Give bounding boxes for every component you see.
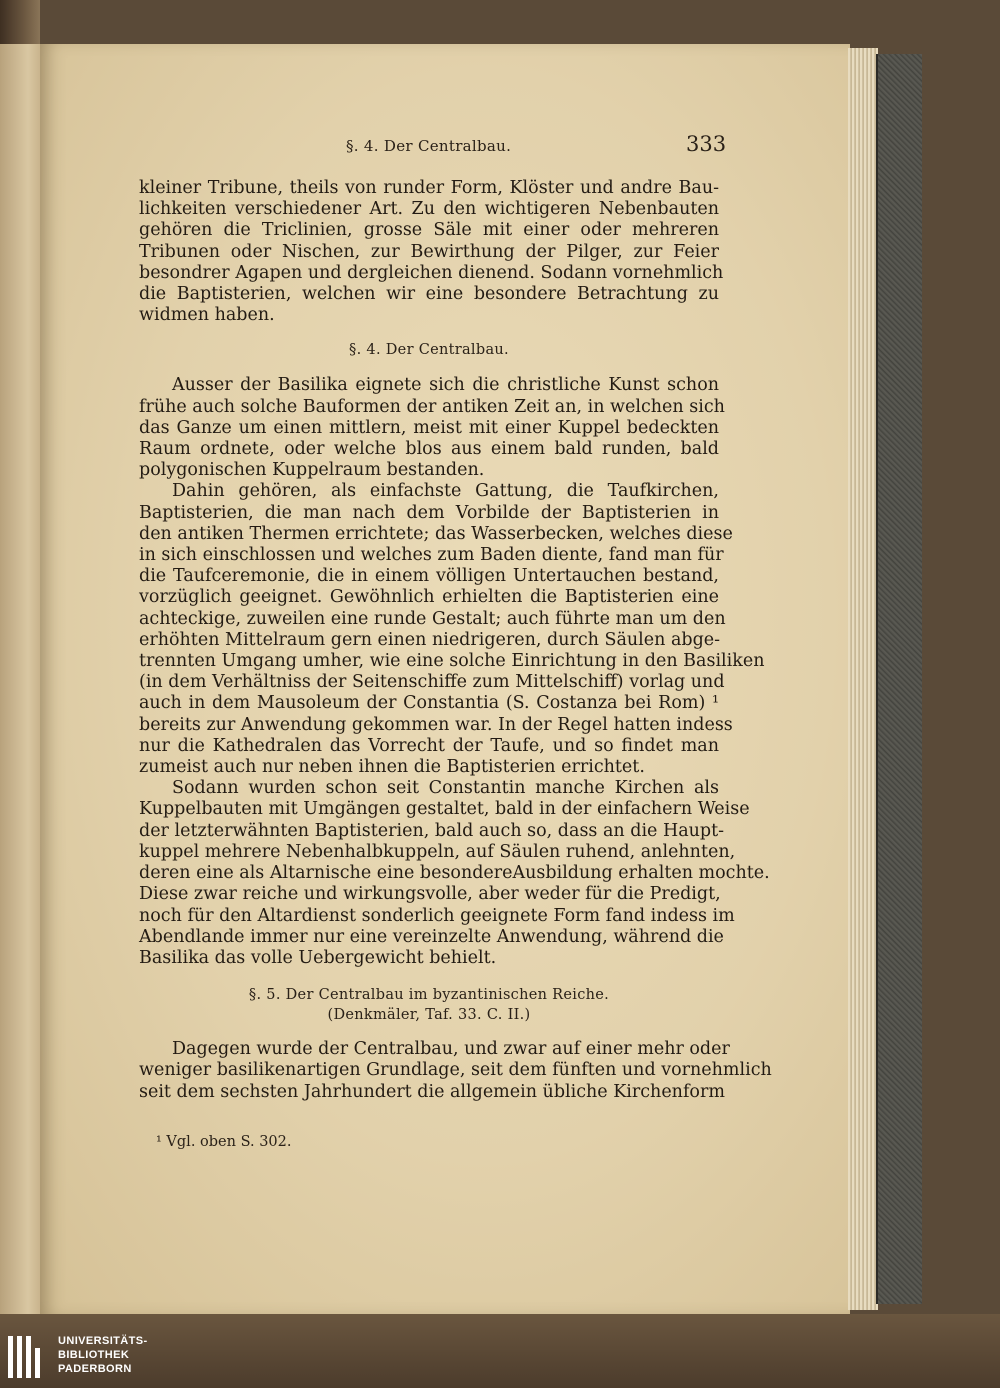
- library-logo: [8, 1334, 148, 1380]
- running-head: §. 4. Der Centralbau.: [346, 137, 512, 155]
- section5-paragraph-1: [139, 1039, 772, 1103]
- section-heading-4: §. 4. Der Centralbau.: [349, 342, 509, 359]
- text-line: das Ganze um einen mittlern, meist mit einer Kuppel bedeckten: [139, 417, 719, 438]
- page-edges: [848, 48, 878, 1310]
- text-block: [139, 178, 772, 1103]
- text-line: polygonischen Kuppelraum bestanden.: [139, 460, 485, 481]
- text-line: der letzterwähnten Baptisterien, bald auch so, dass an die Haupt-: [139, 820, 725, 841]
- section-heading-5: [139, 985, 719, 1025]
- text-line: vorzüglich geeignet. Gewöhnlich erhielten die Baptisterien eine: [139, 587, 719, 608]
- text-line: frühe auch solche Bauformen der antiken Zeit an, in welchen sich: [139, 396, 725, 417]
- library-logo-text: [58, 1334, 148, 1376]
- text-line: in sich einschlossen und welches zum Baden diente, fand man für: [139, 545, 724, 566]
- text-line: weniger basilikenartigen Grundlage, seit dem fünften und vornehmlich: [139, 1060, 772, 1081]
- section-heading-5-reference: (Denkmäler, Taf. 33. C. II.): [327, 1007, 531, 1024]
- library-logo-icon: [8, 1336, 50, 1378]
- text-line: zumeist auch nur neben ihnen die Baptisterien errichtet.: [139, 757, 645, 778]
- text-line: Diese zwar reiche und wirkungsvolle, aber weder für die Predigt,: [139, 884, 721, 905]
- text-line: seit dem sechsten Jahrhundert die allgemein übliche Kirchenform: [139, 1081, 725, 1102]
- bottom-shadow: [0, 1314, 1000, 1388]
- text-line: trennten Umgang umher, wie eine solche Einrichtung in den Basiliken: [139, 651, 765, 672]
- text-line: kuppel mehrere Nebenhalbkuppeln, auf Säulen ruhend, anlehnten,: [139, 841, 736, 862]
- text-line: Baptisterien, die man nach dem Vorbilde der Baptisterien in: [139, 502, 719, 523]
- text-line: auch in dem Mausoleum der Constantia (S. Costanza bei Rom) ¹: [139, 693, 719, 714]
- text-line: die Taufceremonie, die in einem völligen Untertauchen bestand,: [139, 566, 719, 587]
- text-line: den antiken Thermen errichtete; das Wasserbecken, welches diese: [139, 523, 733, 544]
- text-line: achteckige, zuweilen eine runde Gestalt; auch führte man um den: [139, 608, 726, 629]
- text-line: Basilika das volle Uebergewicht behielt.: [139, 947, 497, 968]
- text-line: Dagegen wurde der Centralbau, und zwar auf einer mehr oder: [172, 1039, 730, 1060]
- text-line: deren eine als Altarnische eine besondereAusbildung erhalten mochte.: [139, 863, 770, 884]
- text-line: Raum ordnete, oder welche blos aus einem bald runden, bald: [139, 439, 719, 460]
- text-line: kleiner Tribune, theils von runder Form, Klöster und andre Bau-: [139, 178, 719, 198]
- text-line: (in dem Verhältniss der Seitenschiffe zum Mittelschiff) vorlag und: [139, 672, 725, 693]
- library-logo-line: PADERBORN: [58, 1363, 132, 1375]
- library-logo-line: UNIVERSITÄTS-: [58, 1335, 148, 1347]
- text-line: nur die Kathedralen das Vorrecht der Taufe, und so findet man: [139, 735, 719, 756]
- text-line: lichkeiten verschiedener Art. Zu den wichtigeren Nebenbauten: [139, 199, 719, 220]
- text-line: die Baptisterien, welchen wir eine besondere Betrachtung zu: [139, 284, 719, 305]
- text-line: Dahin gehören, als einfachste Gattung, die Taufkirchen,: [172, 481, 719, 502]
- footnote: ¹ Vgl. oben S. 302.: [156, 1134, 292, 1150]
- library-logo-line: BIBLIOTHEK: [58, 1349, 130, 1361]
- text-line: Kuppelbauten mit Umgängen gestaltet, bald in der einfachern Weise: [139, 799, 750, 820]
- page-number: 333: [686, 132, 727, 156]
- text-line: gehören die Triclinien, grosse Säle mit einer oder mehreren: [139, 220, 719, 241]
- left-page-edge: [0, 44, 41, 1314]
- section4-paragraph-2: [139, 481, 765, 778]
- text-line: besondrer Agapen und dergleichen dienend. Sodann vornehmlich: [139, 262, 724, 283]
- intro-paragraph: [139, 178, 724, 326]
- section4-paragraph-3: [139, 778, 770, 969]
- text-line: Ausser der Basilika eignete sich die christliche Kunst schon: [172, 375, 719, 396]
- text-line: noch für den Altardienst sonderlich geeignete Form fand indess im: [139, 905, 735, 926]
- text-line: Sodann wurden schon seit Constantin manche Kirchen als: [172, 778, 719, 799]
- text-line: widmen haben.: [139, 305, 275, 326]
- section-heading-5-title: §. 5. Der Centralbau im byzantinischen Reiche.: [248, 987, 610, 1004]
- text-line: bereits zur Anwendung gekommen war. In der Regel hatten indess: [139, 714, 733, 735]
- text-line: Tribunen oder Nischen, zur Bewirthung der Pilger, zur Feier: [139, 241, 719, 262]
- text-line: Abendlande immer nur eine vereinzelte Anwendung, während die: [139, 926, 724, 947]
- text-line: erhöhten Mittelraum gern einen niedrigeren, durch Säulen abge-: [139, 629, 721, 650]
- section4-paragraph-1: [139, 375, 725, 481]
- book-spine: [876, 54, 922, 1304]
